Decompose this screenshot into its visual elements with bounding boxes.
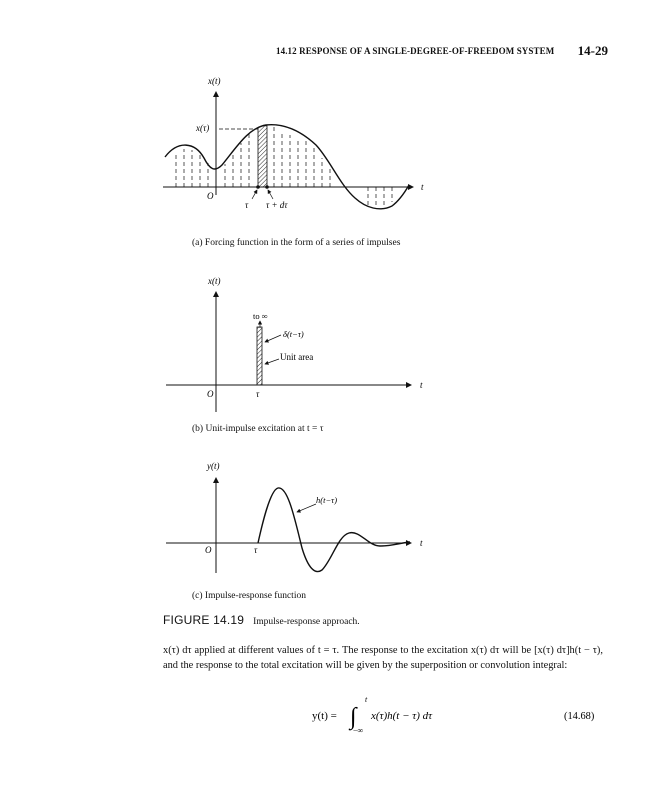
panel-c-origin-label: O: [205, 545, 212, 555]
panel-c-tau-label: τ: [254, 545, 258, 555]
page-number: 14-29: [577, 43, 608, 58]
panel-c-y-label: y(t): [207, 461, 220, 471]
panel-b-tau-label: τ: [256, 389, 260, 399]
panel-a-tau-label: τ: [245, 200, 249, 210]
equation-lower-limit: −∞: [353, 726, 364, 735]
section-title: 14.12 RESPONSE OF A SINGLE-DEGREE-OF-FREEDOM SYSTEM: [276, 46, 555, 56]
panel-b-delta-label: δ(t−τ): [283, 329, 304, 339]
panel-b-x-label: t: [420, 380, 423, 390]
panel-b-origin-label: O: [207, 389, 214, 399]
figure-caption-text: Impulse-response approach.: [253, 617, 360, 627]
integral-sign: ∫: [350, 704, 357, 730]
panel-a-x-tau-label: x(τ): [196, 123, 210, 133]
body-paragraph: x(τ) dτ applied at different values of t = τ. The response to the excitation x(τ) dτ will be [x(τ) dτ]h(t − τ), and the response to the total excitation will be given by the superposition or convolution integral:: [163, 645, 603, 671]
panel-a-tau-dtau-label: τ + dτ: [266, 200, 288, 210]
equation-lhs: y(t) =: [312, 710, 337, 722]
figure-label: FIGURE 14.19: [163, 613, 245, 627]
panel-a-y-label: x(t): [208, 76, 221, 86]
panel-a-origin-label: O: [207, 191, 214, 201]
panel-c-x-label: t: [420, 538, 423, 548]
equation-number: (14.68): [564, 711, 595, 722]
panel-a-x-label: t: [421, 182, 424, 192]
panel-a-caption: (a) Forcing function in the form of a series of impulses: [192, 238, 401, 248]
panel-b-y-label: x(t): [208, 276, 221, 286]
panel-c-h-label: h(t−τ): [316, 495, 338, 505]
panel-b-caption: (b) Unit-impulse excitation at t = τ: [192, 424, 324, 434]
panel-b-unit-area-label: Unit area: [280, 352, 314, 362]
panel-b-to-infinity-label: to ∞: [253, 311, 268, 321]
equation-upper-limit: t: [365, 695, 368, 704]
equation-integrand: x(τ)h(t − τ) dτ: [371, 710, 433, 722]
panel-c-caption: (c) Impulse-response function: [192, 591, 306, 601]
